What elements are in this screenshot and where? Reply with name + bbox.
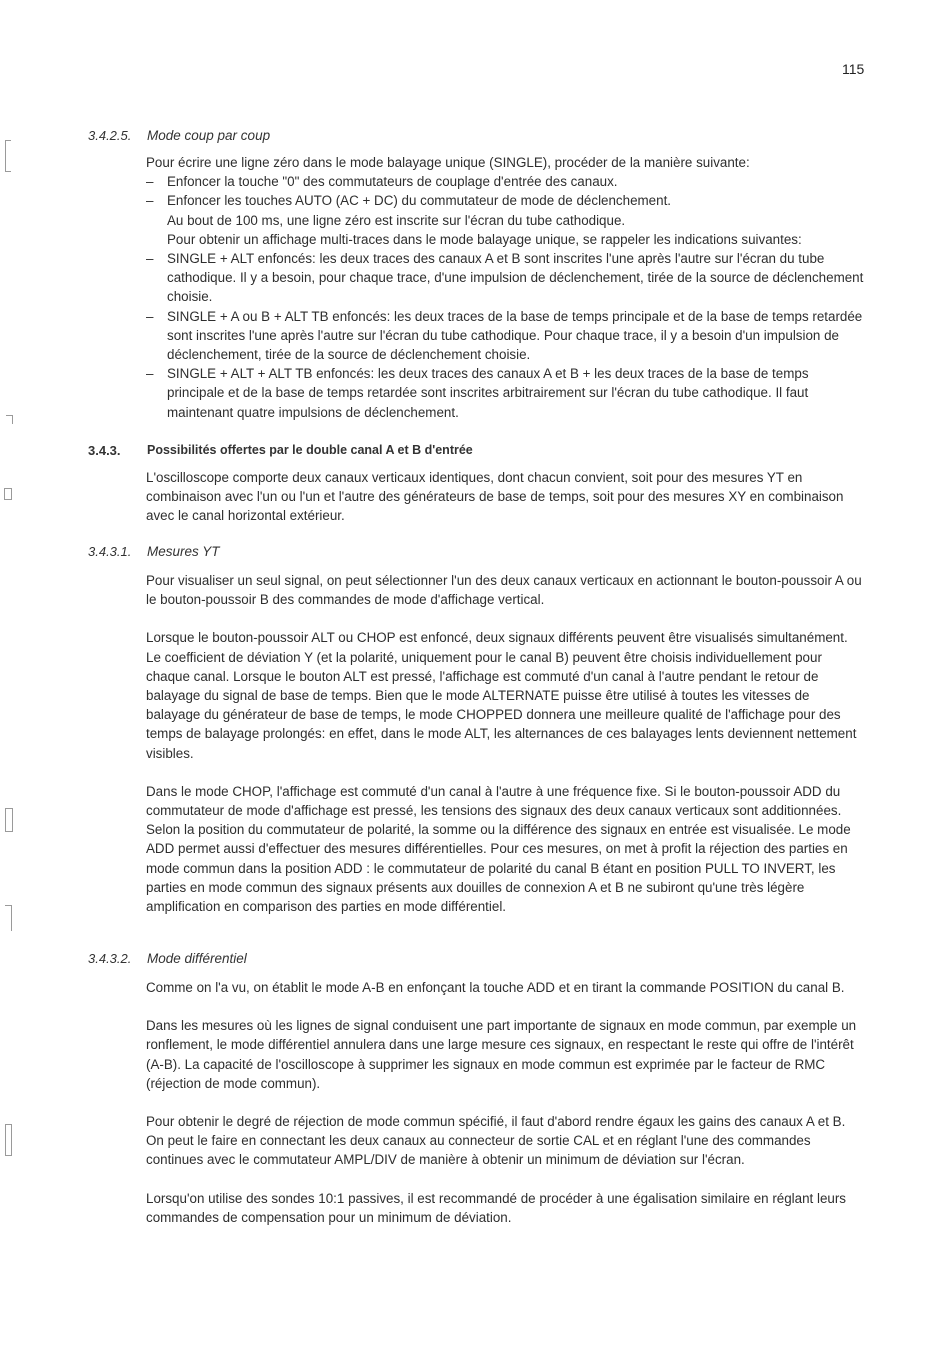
- page-number: 115: [842, 61, 865, 77]
- intro-text: Pour écrire une ligne zéro dans le mode balayage unique (SINGLE), procéder de la manière suivante:: [146, 155, 750, 170]
- list-item: [146, 191, 866, 210]
- list-item: [146, 307, 866, 365]
- list-item: [146, 249, 866, 307]
- scan-margin-marks: [0, 0, 20, 1345]
- section-title-3425: Mode coup par coup: [147, 128, 271, 143]
- list-item-text: Enfoncer la touche "0" des commutateurs de couplage d'entrée des canaux.: [167, 174, 618, 190]
- section-title-3431: Mesures YT: [147, 544, 220, 559]
- dash-bullet: –: [146, 308, 154, 324]
- paragraph: Lorsqu'on utilise des sondes 10:1 passives, il est recommandé de procéder à une égalisation similaire en réglant leurs commandes de compensation pour un minimum de déviation.: [146, 1190, 847, 1225]
- section-3432-body: [146, 978, 866, 1227]
- section-number-3431: 3.4.3.1.: [88, 544, 132, 559]
- dash-bullet: –: [146, 174, 154, 190]
- section-number-3425: 3.4.2.5.: [88, 128, 132, 143]
- paragraph: Pour visualiser un seul signal, on peut sélectionner l'un des deux canaux verticaux en actionnant le bouton-poussoir A ou le bouton-poussoir B des commandes de mode d'affichage vertical.: [146, 573, 862, 608]
- paragraph: Dans le mode CHOP, l'affichage est commuté d'un canal à l'autre à une fréquence fixe. Si le bouton-poussoir ADD du commutateur de mode d'affichage est pressé, les tensions des signaux des deux canaux verticaux sont additionnées. Selon la position du commutateur de polarité, la somme ou la différence des signaux en entrée est visualisée. Le mode ADD permet aussi d'effectuer des mesures différentielles. Pour ces mesures, on met à profit la réjection des parties en mode commun dans la position ADD : le commutateur de polarité du canal B étant en position PULL TO INVERT, les parties en mode commun des signaux présents aux douilles de connexion A et B ne subiront qu'une très légère amplification en comparison des parties en mode différentiel.: [146, 783, 851, 915]
- section-title-3432: Mode différentiel: [147, 951, 247, 966]
- multi-trace-text: Pour obtenir un affichage multi-traces dans le mode balayage unique, se rappeler les indications suivantes:: [167, 231, 802, 247]
- section-title-343: Possibilités offertes par le double canal A et B d'entrée: [147, 443, 473, 457]
- section-3425-body: [146, 153, 866, 422]
- list-item-text: SINGLE + A ou B + ALT TB enfoncés: les deux traces de la base de temps principale et de la base de temps retardée sont inscrites l'une après l'autre sur l'écran du tube cathodique. Pour chaque trace, il y a besoin d'un impulsion de déclenchement, tirée de la source de déclenchement choisie.: [167, 308, 863, 363]
- paragraph: Comme on l'a vu, on établit le mode A-B en enfonçant la touche ADD et en tirant la commande POSITION du canal B.: [146, 980, 845, 995]
- paragraph: Lorsque le bouton-poussoir ALT ou CHOP est enfoncé, deux signaux différents peuvent être visualisés simultanément. Le coefficient de déviation Y (et la polarité, uniquement pour le canal B) peuvent être choisis individuellement pour chaque canal. Lorsque le bouton ALT est pressé, l'affichage est commuté d'un canal à l'autre pendant le retour de balayage du signal de base de temps. Bien que le mode ALTERNATE puisse être utilisé à toutes les vitesses de balayage du générateur de base de temps, le mode CHOPPED donnera une meilleure qualité de l'affichage pour des temps de balayage prolongés: en effet, dans le mode ALT, les alternances de ces balayages lents deviennent nettement visibles.: [146, 630, 857, 761]
- list-item-text: Enfoncer les touches AUTO (AC + DC) du commutateur de mode de déclenchement.: [167, 193, 672, 209]
- paragraph: L'oscilloscope comporte deux canaux verticaux identiques, dont chacun convient, soit pour des mesures YT en combinaison avec l'un ou l'un et l'autre des générateurs de base de temps, soit pour des mesures XY en combinaison avec le canal horizontal extérieur.: [146, 470, 844, 524]
- after-text: Au bout de 100 ms, une ligne zéro est inscrite sur l'écran du tube cathodique.: [167, 212, 626, 228]
- list-item: [146, 364, 866, 422]
- section-number-3432: 3.4.3.2.: [88, 951, 132, 966]
- dash-bullet: –: [146, 251, 154, 267]
- paragraph: Pour obtenir le degré de réjection de mode commun spécifié, il faut d'abord rendre égaux les gains des canaux A et B. On peut le faire en connectant les deux canaux au connecteur de sortie CAL et en réglant l'une des commandes continues avec le commutateur AMPL/DIV de manière à obtenir un minimum de déviation sur l'écran.: [146, 1114, 846, 1168]
- list-item-text: SINGLE + ALT enfoncés: les deux traces des canaux A et B sont inscrites l'une après l'autre sur l'écran du tube cathodique. Il y a besoin, pour chaque trace, d'une impulsion de déclenchement, tirée de la source de déclenchement choisie.: [167, 251, 864, 305]
- list-item: [146, 172, 866, 191]
- section-3431-body: [146, 571, 866, 916]
- dash-bullet: –: [146, 193, 154, 209]
- section-number-343: 3.4.3.: [88, 443, 121, 458]
- list-item-text: SINGLE + ALT + ALT TB enfoncés: les deux traces des canaux A et B + les deux traces de la base de temps principale et de la base de temps retardée sont inscrites arbitrairement sur l'écran du tube cathodique. Il faut maintenant quatre impulsions de déclenchement.: [167, 366, 809, 420]
- section-343-body: [146, 468, 866, 526]
- dash-bullet: –: [146, 366, 154, 382]
- paragraph: Dans les mesures où les lignes de signal conduisent une part importante de signaux en mode commun, par exemple un ronflement, le mode différentiel annulera dans une large mesure ces signaux, en respectant le reste qui offre de l'intérêt (A-B). La capacité de l'oscilloscope à supprimer les signaux en mode commun est exprimée par le facteur de RMC (réjection de mode commun).: [146, 1018, 857, 1091]
